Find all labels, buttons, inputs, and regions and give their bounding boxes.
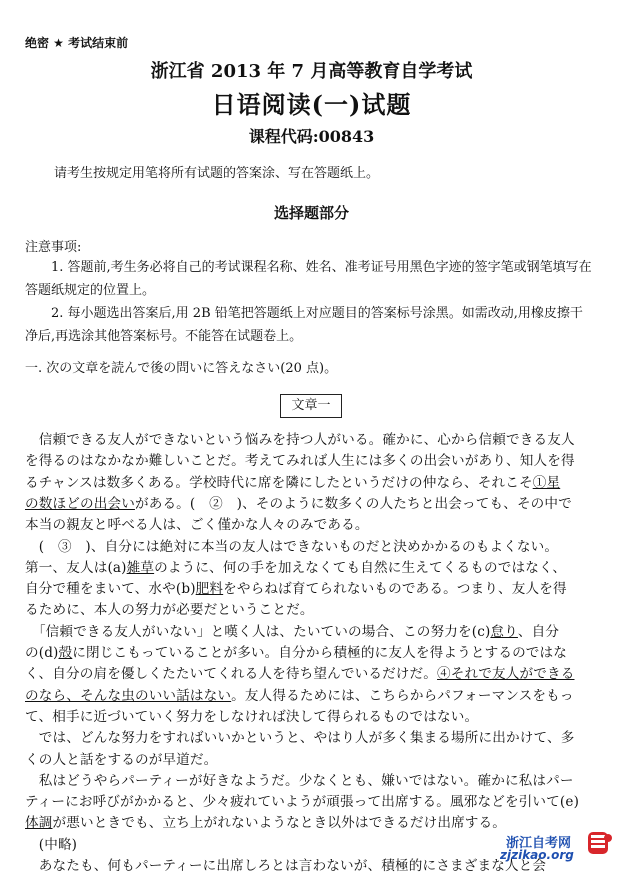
underlined-phrase: 雑草	[126, 559, 155, 576]
passage-line	[25, 750, 217, 771]
underlined-phrase: 体調	[25, 815, 53, 832]
note-item: 2. 每小题选出答案后,用 2B 铅笔把答题纸上对应题目的答案标号涂黑。如需改动,用橡皮擦干净后,再选涂其他答案标号。不能答在试题卷上。	[25, 306, 583, 344]
passage-text-run: あなたも、何もパーティーに出席しろとは言わないが、積極的にさまざまな人と会	[25, 858, 547, 874]
passage-text-run: では、どんな努力をすればいいかというと、やはり人が多く集まる場所に出かけて、多	[25, 730, 575, 747]
passage-line	[25, 430, 575, 451]
passage-text-run: 第一、友人は(a)	[25, 559, 127, 576]
passage-text-run: くの人と話をするのが早道だ。	[25, 751, 218, 768]
passage-line	[25, 451, 575, 472]
passage-text-run: のように、何の手を加えなくても自然に生えてくるものではなく、	[154, 559, 567, 576]
passage-line	[25, 664, 574, 685]
instruction: 请考生按规定用笔将所有试题的答案涂、写在答题纸上。	[54, 166, 380, 181]
passage-line	[25, 537, 558, 558]
passage-text-run: て、相手に近づいていく努力をしなければ決して得られるものではない。	[25, 708, 479, 725]
underlined-phrase: 殻	[58, 645, 73, 661]
passage-text-run: の(d)	[25, 645, 59, 661]
question-heading: 一. 次の文章を読んで後の問いに答えなさい(20 点)。	[25, 361, 338, 376]
passage-line	[25, 835, 77, 856]
exam-title: 浙江省 2013 年 7 月高等教育自学考试	[150, 61, 473, 82]
passage-line	[25, 686, 574, 707]
passage-text-run: ( ③ )、自分には絶対に本当の友人はできないものだと決めかかるのもよくない。	[25, 538, 559, 555]
underlined-phrase: ①星	[532, 474, 561, 491]
note-item: 1. 答题前,考生务必将自己的考试课程名称、姓名、准考证号用黑色字迹的签字笔或钢笔填写在答题纸规定的位置上。	[25, 260, 592, 298]
watermark-url: zjzikao.org	[500, 848, 574, 862]
passage-text-run: 「信頼できる友人がいない」と嘆く人は、たいていの場合、この努力を(c)	[25, 623, 491, 640]
passage-text-run: く、自分の肩を優しくたたいてくれる人を待ち望んでいるだけだ。	[25, 666, 438, 683]
passage-text-run: 、自分	[517, 623, 560, 640]
passage-text-run: 。友人得るためには、こちらからパフォーマンスをもっ	[231, 687, 574, 704]
passage-line	[25, 622, 559, 643]
section-title: 选择题部分	[273, 204, 349, 222]
site-watermark	[488, 822, 618, 868]
passage-line	[25, 643, 567, 664]
passage-text-run: 本当の親友と呼べる人は、ごく僅かな人々のみである。	[25, 517, 369, 534]
passage-text-run: るために、本人の努力が必要だということだ。	[25, 602, 314, 619]
passage-line	[25, 558, 566, 579]
passage-line	[25, 515, 369, 536]
passage-text-run: 自分で種をまいて、水や(b)	[25, 581, 196, 598]
passage-line	[25, 792, 579, 813]
passage-line	[25, 813, 506, 834]
passage-label: 文章一	[280, 394, 342, 418]
watermark-name: 浙江自考网	[506, 836, 572, 851]
passage-text-run: (中略)	[25, 836, 78, 853]
subject-title: 日语阅读(一)试题	[211, 90, 412, 119]
passage-text-run: るチャンスは数多くある。学校時代に席を隣にしたというだけの仲なら、それこそ	[25, 474, 533, 491]
passage-text-run: が悪いときでも、立ち上がれないようなとき以外はできるだけ出席する。	[52, 815, 507, 832]
course-code: 课程代码:00843	[248, 127, 375, 146]
underlined-phrase: ④それで友人ができる	[437, 666, 575, 683]
passage-text-run: に閉じこもっていることが多い。自分から積極的に友人を得ようとするのではな	[72, 645, 568, 661]
passage-line	[25, 728, 574, 749]
passage-text-run: 私はどうやらパーティーが好きなようだ。少なくとも、嫌いではない。確かに私はパー	[25, 772, 574, 789]
passage-text-run: を得るのはなかなか難しいことだ。考えてみれば人生には多くの出会いがあり、知人を得	[25, 453, 575, 470]
passage-line	[25, 494, 572, 515]
fist-logo-icon	[584, 826, 614, 860]
passage-line	[25, 856, 546, 877]
passage-line	[25, 473, 560, 494]
notes-title: 注意事项:	[25, 240, 82, 255]
passage-line	[25, 579, 567, 600]
passage-line	[25, 707, 478, 728]
passage-line	[25, 600, 314, 621]
passage-line	[25, 771, 574, 792]
secret-mark: 绝密 ★ 考试结束前	[25, 36, 129, 50]
passage-text-run: がある。( ② )、そのように数多くの人たちと出会っても、その中で	[134, 495, 572, 512]
underlined-phrase: の数ほどの出会い	[25, 495, 135, 512]
underlined-phrase: のなら、そんな虫のいい話はない	[25, 687, 232, 704]
passage-text-run: ティーにお呼びがかかると、少々疲れていようが頑張って出席する。風邪などを引いて(e)	[25, 794, 580, 811]
passage-text-run: 信頼できる友人ができないという悩みを持つ人がいる。確かに、心から信頼できる友人	[25, 432, 575, 448]
underlined-phrase: 怠り	[490, 623, 518, 640]
passage-text-run: をやらねば育てられないものである。つまり、友人を得	[223, 581, 567, 598]
underlined-phrase: 肥料	[195, 581, 224, 598]
